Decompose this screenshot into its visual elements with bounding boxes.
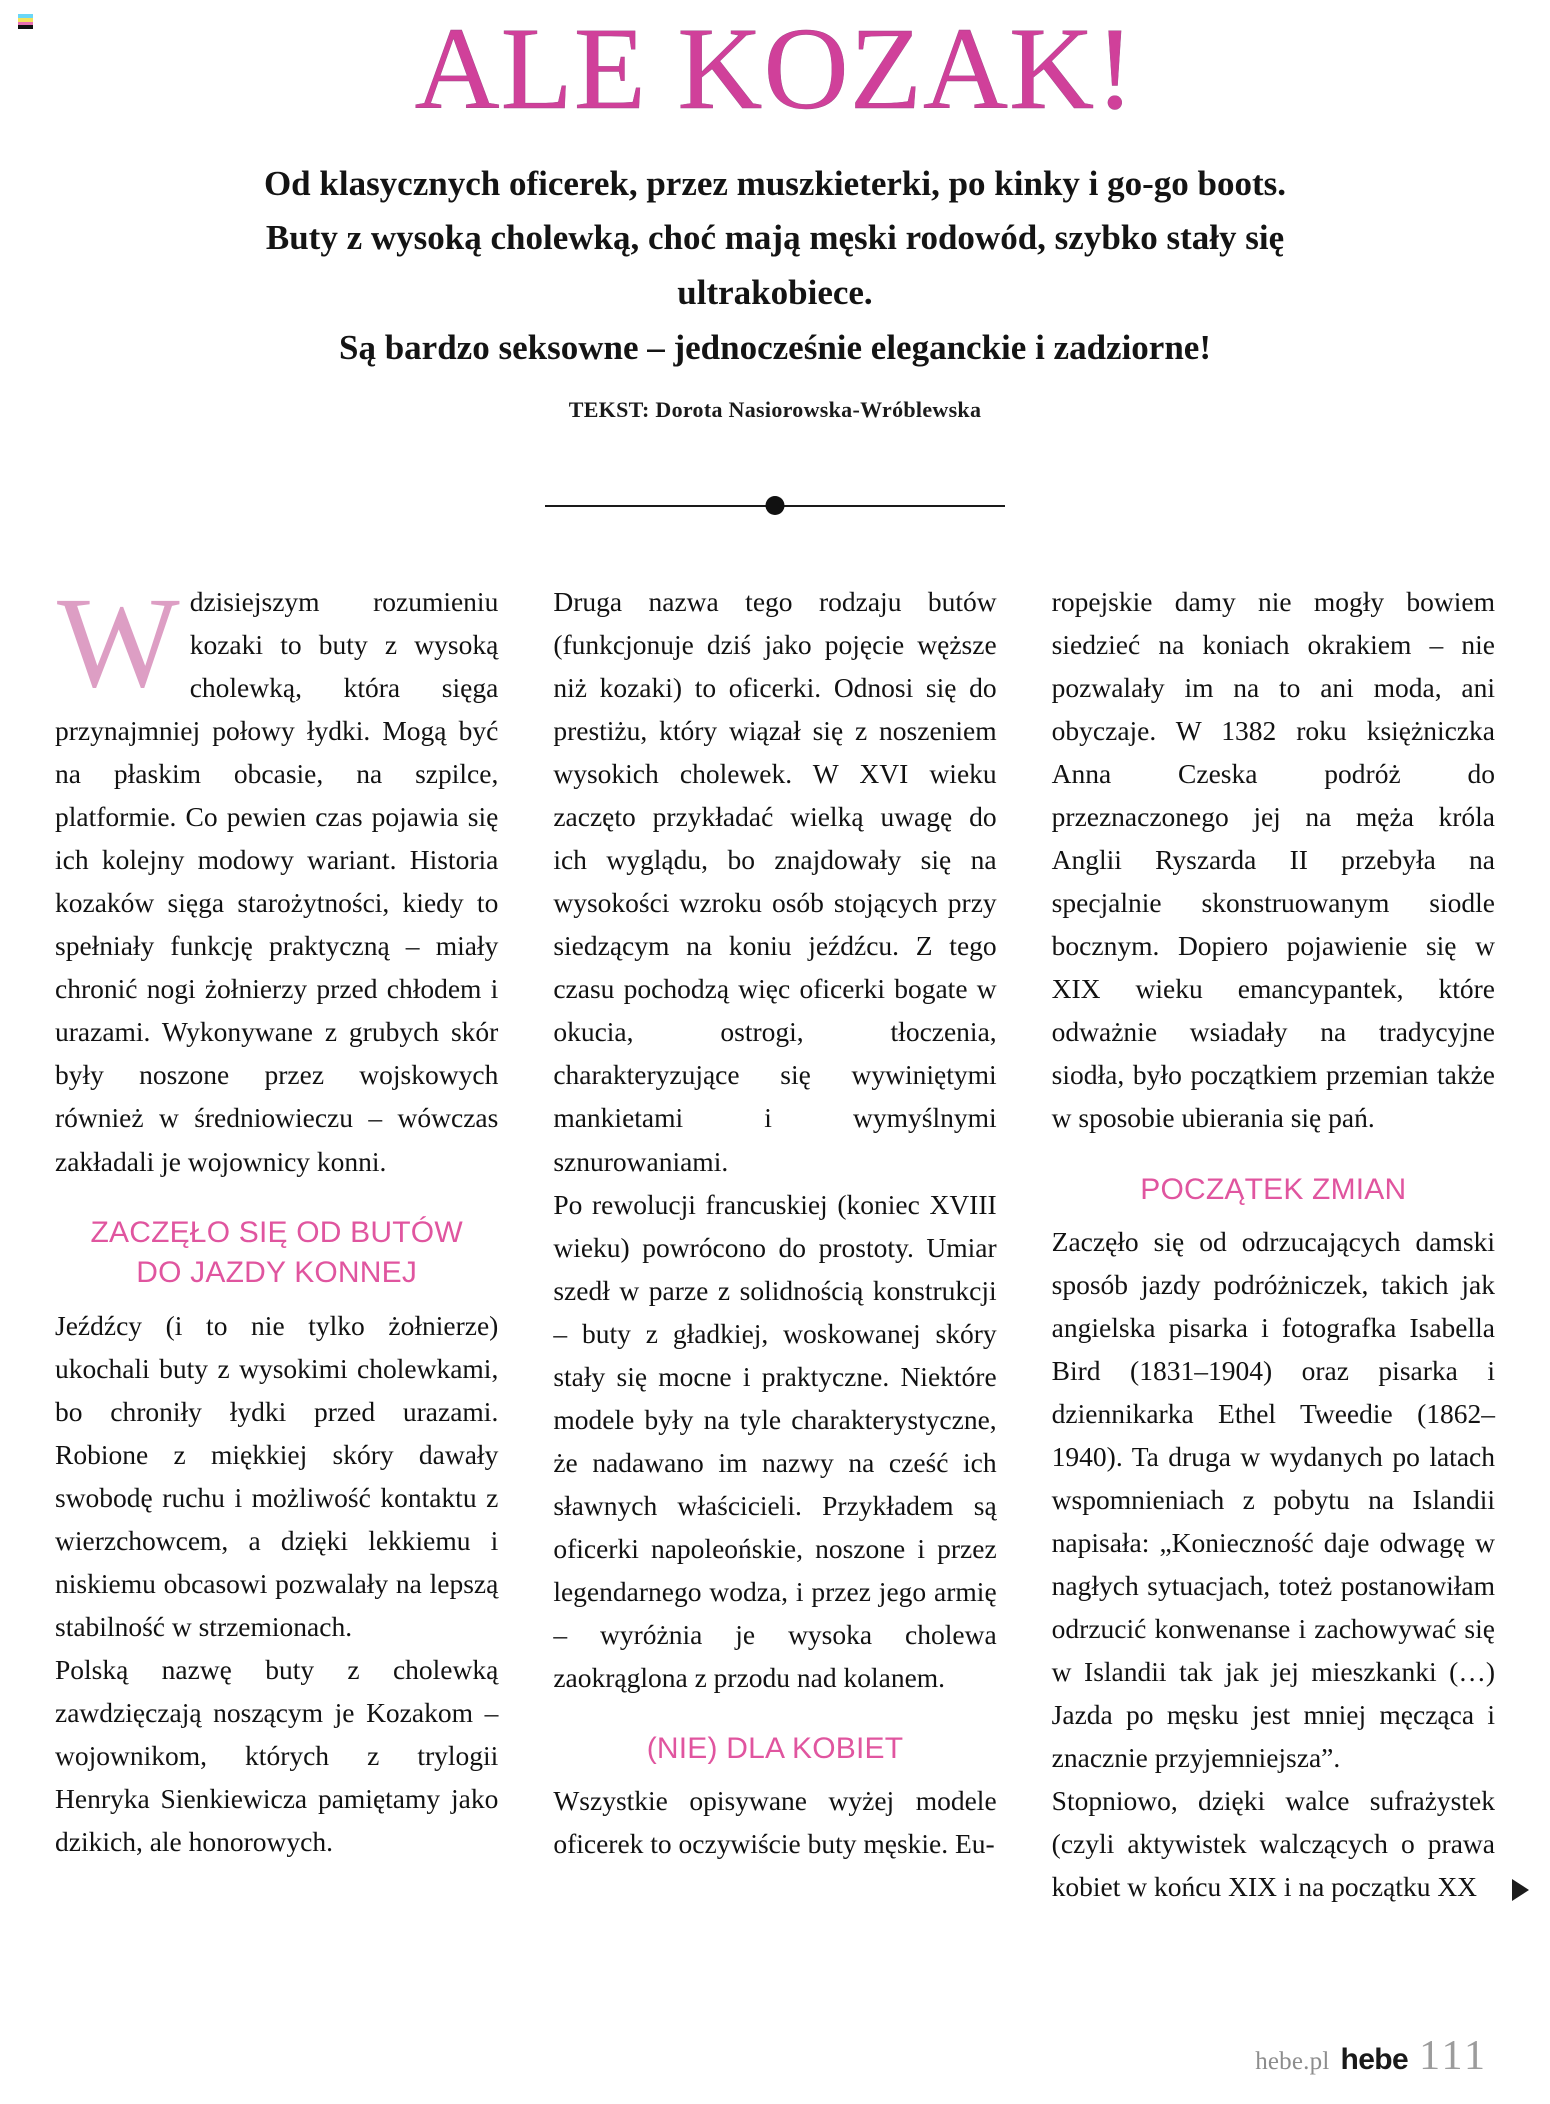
divider-dot-icon (766, 496, 785, 515)
continuation-arrow-icon (1512, 1879, 1529, 1901)
byline: TEKST: Dorota Nasiorowska-Wróblewska (568, 397, 982, 423)
deck-line-1: Od klasycznych oficerek, przez muszkieterki, po kinky i go-go boots. (263, 163, 1287, 203)
paragraph: ropejskie damy nie mogły bowiem siedzieć na koniach okrakiem – nie pozwalały im na to ani moda, ani obyczaje. W 1382 roku księżniczka Anna Czeska podróż do przeznaczonego jej na męża króla Anglii Ryszarda II przebyła na specjalnie skonstruowanym siodle bocznym. Dopiero pojawienie się w XIX wieku emancypantek, które odważnie wsiadały na tradycyjne siodła, było początkiem przemian także w sposobie ubierania się pań. (1051, 586, 1495, 1134)
deck-line-2: Buty z wysoką cholewką, choć mają męski rodowód, szybko stały się ultrakobiece. (265, 218, 1285, 312)
deck-line-3: Są bardzo seksowne – jednocześnie eleganckie i zadziorne! (339, 327, 1211, 367)
section-heading-poczatek-zmian (1052, 1170, 1495, 1211)
section-heading-nie-dla-kobiet (553, 1729, 996, 1770)
paragraph: Zaczęło się od odrzucających damski sposób jazdy podróżniczek, takich jak angielska pisarka i fotografka Isabella Bird (1831–1904) oraz pisarka i dziennikarka Ethel Tweedie (1862–1940). Ta druga w wydanych po latach wspomnieniach z pobytu na Islandii napisała: „Konieczność daje odwagę w nagłych sytuacjach, toteż postanowiłam odrzucić konwenanse i zachowywać się w Islandii tak jak jej mieszkanki (…) Jazda po męsku jest mniej męcząca i znacznie przyjemniejsza”. (1051, 1226, 1495, 1774)
article-deck (185, 157, 1365, 375)
paragraph: Wdzisiejszym rozumieniu kozaki to buty z wysoką cholewką, która sięga przynajmniej połowy łydki. Mogą być na płaskim obcasie, na szpilce, platformie. Co pewien czas pojawia się ich kolejny modowy wariant. Historia kozaków sięga starożytności, kiedy to spełniały funkcję praktyczną – miały chronić nogi żołnierzy przed chłodem i urazami. Wykonywane z grubych skór były noszone przez wojskowych również w średniowieczu – wówczas zakładali je wojownicy konni. (55, 571, 499, 1177)
footer-brand-logo: hebe (1340, 2043, 1409, 2076)
page-number: 111 (1419, 2033, 1488, 2079)
paragraph: Druga nazwa tego rodzaju butów (funkcjonuje dziś jako pojęcie węższe niż kozaki) to oficerki. Odnosi się do prestiżu, który wiązał się z noszeniem wysokich cholewek. W XVI wieku zaczęto przykładać wielką uwagę do ich wyglądu, bo znajdowały się na wysokości wzroku osób stojących przy siedzącym na koniu jeźdźcu. Z tego czasu pochodzą więc oficerki bogate w okucia, ostrogi, tłoczenia, charakteryzujące się wywiniętymi mankietami i wymyślnymi sznurowaniami. (553, 586, 997, 1177)
paragraph: Stopniowo, dzięki walce sufrażystek (czyli aktywistek walczących o prawa kobiet w końcu XIX i na początku XX (1051, 1785, 1495, 1903)
column-left (55, 571, 499, 1863)
column-right (1052, 580, 1495, 1908)
article-body (55, 571, 1495, 1908)
paragraph: Jeźdźcy (i to nie tylko żołnierze) ukochali buty z wysokimi cholewkami, bo chroniły łydki przed urazami. Robione z miękkiej skóry dawały swobodę ruchu i możliwość kontaktu z wierzchowcem, a dzięki lekkiemu i niskiemu obcasowi pozwalały na lepszą stabilność w strzemionach. (55, 1309, 499, 1642)
section-heading-zaczelo (55, 1213, 498, 1294)
paragraph: Po rewolucji francuskiej (koniec XVIII wieku) powrócono do prostoty. Umiar szedł w parze z solidnością konstrukcji – buty z gładkiej, woskowanej skóry stały się mocne i praktyczne. Niektóre modele były na tyle charakterystyczne, że nadawano im nazwy na cześć ich sławnych właścicieli. Przykładem są oficerki napoleońskie, noszone i przez legendarnego wodza, i przez jego armię – wyróżnia je wysoka cholewa zaokrąglona z przodu nad kolanem. (553, 1188, 997, 1693)
section-heading-line: ZACZĘŁO SIĘ OD BUTÓW (90, 1215, 463, 1249)
section-heading-line: DO JAZDY KONNEJ (136, 1256, 418, 1290)
page-footer (1255, 2032, 1488, 2080)
section-heading-line: POCZĄTEK ZMIAN (1140, 1172, 1407, 1206)
footer-site-url: hebe.pl (1255, 2048, 1330, 2075)
ornament-divider (545, 496, 1005, 514)
paragraph: Wszystkie opisywane wyżej modele oficerek to oczywiście buty męskie. Eu- (553, 1785, 997, 1860)
page-title: ALE KOZAK! (414, 3, 1136, 134)
column-middle (553, 580, 996, 1865)
section-heading-line: (NIE) DLA KOBIET (646, 1731, 904, 1765)
paragraph: Polską nazwę buty z cholewką zawdzięczają noszącym je Kozakom – wojownikom, których z trylogii Henryka Sienkiewicza pamiętamy jako dzikich, ale honorowych. (55, 1653, 499, 1857)
